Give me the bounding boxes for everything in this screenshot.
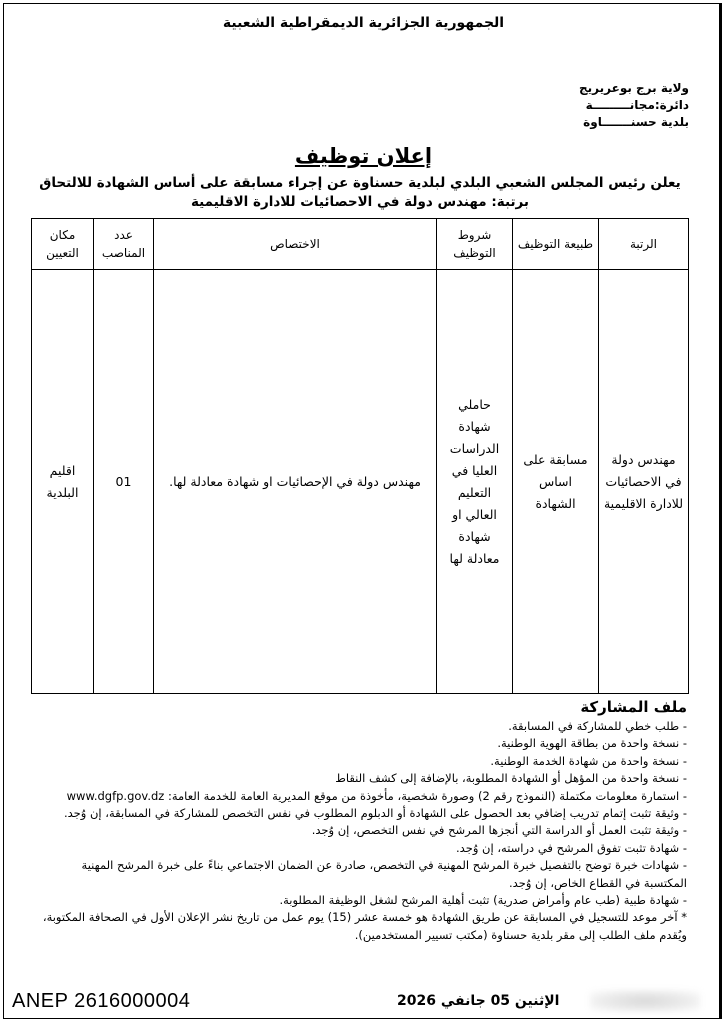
list-item: - نسخة واحدة من المؤهل أو الشهادة المطلوبة، بالإضافة إلى كشف النقاط [335,771,687,786]
list-item: - استمارة معلومات مكتملة (النموذج رقم 2) وصورة شخصية، مأخوذة من موقع المديرية العامة للخدمة العامة: www.dgfp.gov.dz [66,788,687,803]
list-item: - شهادة تثبت تفوق المرشح في دراسته، إن وُجد. [456,840,687,855]
header-location: مكان التعيين [32,219,94,270]
cell-conditions: حاملي شهادة الدراسات العليا في التعليم العالي او شهادة معادلة لها [437,270,513,694]
cell-positions: 01 [94,270,154,694]
daira-line: دائرة:مجانـــــــــة [585,98,689,112]
announcement-title: إعلان توظيف [294,144,433,168]
announcement-intro: يعلن رئيس المجلس الشعبي البلدي لبلدية حسناوة عن إجراء مسابقة على أساس الشهادة للالتحاق برتبة: مهندس دولة في الاحصائيات للادارة الاقليمية [39,175,681,210]
recruitment-table [31,218,689,694]
commune-line: بلدية حسنـــــــاوة [583,115,689,129]
list-item: - نسخة واحدة من بطاقة الهوية الوطنية. [497,736,687,751]
application-file-title: ملف المشاركة [580,698,687,716]
list-item: - شهادات خبرة توضح بالتفصيل خبرة المرشح المهنية في التخصص، صادرة عن الضمان الاجتماعي بناءً على خبرة المرشح المهنية المكتسبة في القطاع الخاص، إن وُجد. [81,858,687,890]
blurred-stamp-mark [590,990,700,1012]
anep-reference: ANEP 2616000004 [12,990,191,1012]
cell-rank: مهندس دولة في الاحصائيات للادارة الاقليمية [599,270,689,694]
publication-date: الإثنين 05 جانفي 2026 [397,993,560,1009]
list-item: - طلب خطي للمشاركة في المسابقة. [508,719,687,733]
header-positions: عدد المناصب [94,219,154,270]
application-file-section [37,698,687,944]
header-rank: الرتبة [599,219,689,270]
list-item: - وثيقة تثبت إتمام تدريب إضافي بعد الحصول على الشهادة أو الدبلوم المطلوب في نفس التخصص للمشاركة في المسابقة، إن وُجد. [63,806,687,821]
cell-location: اقليم البلدية [32,270,94,694]
list-item: - شهادة طبية (طب عام وأمراض صدرية) تثبت أهلية المرشح لشغل الوظيفة المطلوبة. [279,893,687,908]
list-item: - نسخة واحدة من شهادة الخدمة الوطنية. [490,753,687,768]
header-recruitment-type: طبيعة التوظيف [513,219,599,270]
list-item: - وثيقة تثبت العمل أو الدراسة التي أنجزها المرشح في نفس التخصص، إن وُجد. [311,823,687,838]
administration-block [579,80,689,131]
republic-heading: الجمهورية الجزائرية الديمقراطية الشعبية [222,15,505,31]
list-item: * آخر موعد للتسجيل في المسابقة عن طريق الشهادة هو خمسة عشر (15) يوم عمل من تاريخ نشر الإعلان الأول في الصحافة المكتوبة، ويُقدم ملف الطلب إلى مقر بلدية حسناوة (مكتب تسيير المستخدمين). [42,910,687,942]
application-file-list [37,718,687,944]
cell-recruitment-type: مسابقة على اساس الشهادة [513,270,599,694]
header-specialty: الاختصاص [154,219,437,270]
cell-specialty: مهندس دولة في الإحصائيات او شهادة معادلة لها. [154,270,437,694]
header-conditions: شروط التوظيف [437,219,513,270]
table-header-row [32,219,689,270]
table-row [32,270,689,694]
wilaya-line: ولاية برج بوعريريج [579,81,689,95]
